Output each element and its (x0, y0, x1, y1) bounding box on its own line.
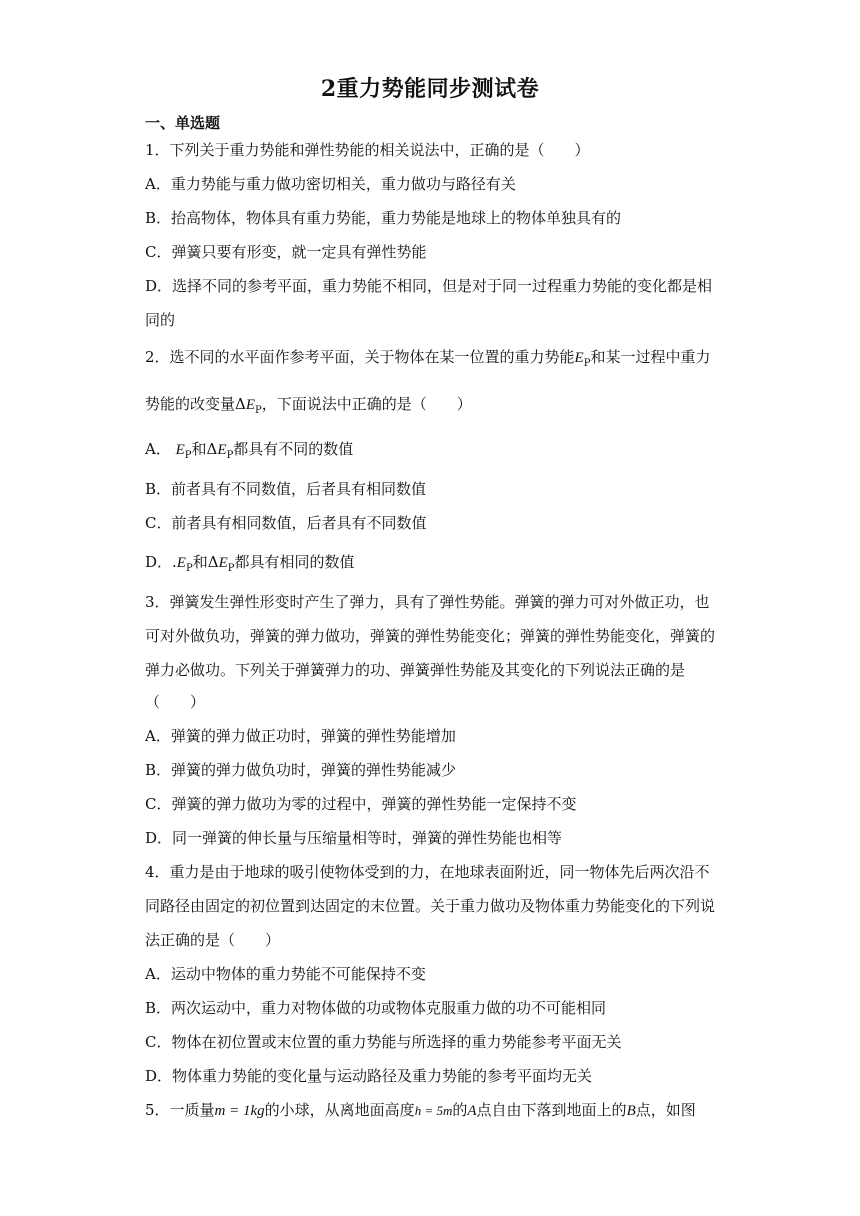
ep-symbol: E (175, 442, 185, 458)
ep-symbol: E (176, 555, 186, 571)
question-3-option-b: B．弹簧的弹力做负功时，弹簧的弹性势能减少 (145, 761, 457, 779)
q2-stem-text: 2．选不同的水平面作参考平面，关于物体在某一位置的重力势能 (145, 348, 575, 366)
question-4-option-d: D．物体重力势能的变化量与运动路径及重力势能的参考平面均无关 (145, 1067, 593, 1085)
page-title: 2重力势能同步测试卷 (320, 76, 540, 102)
question-4-option-b: B．两次运动中，重力对物体做的功或物体克服重力做的功不可能相同 (145, 999, 607, 1017)
question-3-option-d: D．同一弹簧的伸长量与压缩量相等时，弹簧的弹性势能也相等 (145, 829, 563, 847)
question-3-stem-line-3: 弹力必做功。下列关于弹簧弹力的功、弹簧弹性势能及其变化的下列说法正确的是 (145, 661, 686, 679)
question-4-stem-line-1: 4．重力是由于地球的吸引使物体受到的力，在地球表面附近，同一物体先后两次沿不 (145, 863, 710, 881)
mass-expression: m = 1kg (214, 1103, 265, 1119)
option-text: 都具有不同的数值 (233, 440, 354, 458)
question-3-stem-line-1: 3．弹簧发生弹性形变时产生了弹力，具有了弹性势能。弹簧的弹力可对外做正功，也 (145, 593, 710, 611)
question-3-option-a: A．弹簧的弹力做正功时，弹簧的弹性势能增加 (145, 727, 456, 745)
question-2-option-c: C．前者具有相同数值，后者具有不同数值 (145, 514, 427, 532)
question-2-stem-line-2 (145, 394, 720, 421)
ep-subscript: P (583, 358, 591, 369)
point-b-label: B (626, 1103, 636, 1119)
ep-symbol: E (245, 397, 256, 413)
question-1-option-a: A．重力势能与重力做功密切相关，重力做功与路径有关 (145, 175, 516, 193)
question-1-option-d: D．选择不同的参考平面，重力势能不相同，但是对于同一过程重力势能的变化都是相 (145, 277, 713, 295)
point-a-label: A (467, 1103, 477, 1119)
question-4-option-c: C．物体在初位置或末位置的重力势能与所选择的重力势能参考平面无关 (145, 1033, 622, 1051)
question-4-stem-line-2: 同路径由固定的初位置到达固定的末位置。关于重力做功及物体重力势能变化的下列说 (145, 897, 716, 915)
option-label: A． (145, 440, 171, 458)
question-3-stem-line-4: （ ） (145, 693, 206, 711)
option-text: 都具有相同的数值 (234, 553, 355, 571)
q5-stem-text: 的小球，从离地面高度 (264, 1101, 415, 1119)
q5-stem-text: 的 (452, 1101, 468, 1119)
delta-symbol: Δ (206, 440, 218, 458)
question-3-stem-line-2: 可对外做负功，弹簧的弹力做功，弹簧的弹性势能变化；弹簧的弹性势能变化，弹簧的 (145, 627, 716, 645)
q2-stem-text: 和某一过程中重力 (590, 348, 711, 366)
section-heading: 一、单选题 (145, 114, 221, 132)
ep-subscript: P (184, 450, 192, 461)
height-expression: h = 5m (414, 1103, 453, 1118)
q5-stem-text: 5．一质量 (145, 1101, 215, 1119)
question-2-option-a (145, 439, 720, 466)
ep-symbol: E (217, 442, 227, 458)
q5-stem-text: 点自由下落到地面上的 (476, 1101, 627, 1119)
question-2-option-b: B．前者具有不同数值，后者具有相同数值 (145, 480, 427, 498)
ep-subscript: P (227, 563, 235, 574)
ep-symbol: E (218, 555, 228, 571)
option-text: 和 (191, 440, 207, 458)
question-4-stem-line-3: 法正确的是（ ） (145, 931, 281, 949)
q2-stem-text: 势能的改变量 (145, 395, 236, 413)
question-1-option-d-cont: 同的 (145, 311, 176, 329)
ep-subscript: P (226, 450, 234, 461)
question-3-option-c: C．弹簧的弹力做功为零的过程中，弹簧的弹性势能一定保持不变 (145, 795, 577, 813)
q2-stem-text: ，下面说法中正确的是（ ） (261, 395, 472, 413)
question-2-stem-line-1 (145, 347, 720, 374)
question-5-stem-line-1 (145, 1100, 720, 1121)
ep-subscript: P (185, 563, 193, 574)
question-1-stem: 1．下列关于重力势能和弹性势能的相关说法中，正确的是（ ） (145, 141, 590, 159)
question-2-option-d (145, 552, 720, 579)
option-text: 和 (192, 553, 208, 571)
question-1-option-b: B．抬高物体，物体具有重力势能，重力势能是地球上的物体单独具有的 (145, 209, 622, 227)
delta-symbol: Δ (235, 395, 246, 413)
q5-stem-text: 点，如图 (635, 1101, 696, 1119)
ep-subscript: P (255, 405, 262, 416)
delta-symbol: Δ (207, 553, 219, 571)
option-label: D．. (145, 553, 177, 571)
question-4-option-a: A．运动中物体的重力势能不可能保持不变 (145, 965, 426, 983)
question-1-option-c: C．弹簧只要有形变，就一定具有弹性势能 (145, 243, 427, 261)
ep-symbol: E (574, 350, 584, 366)
